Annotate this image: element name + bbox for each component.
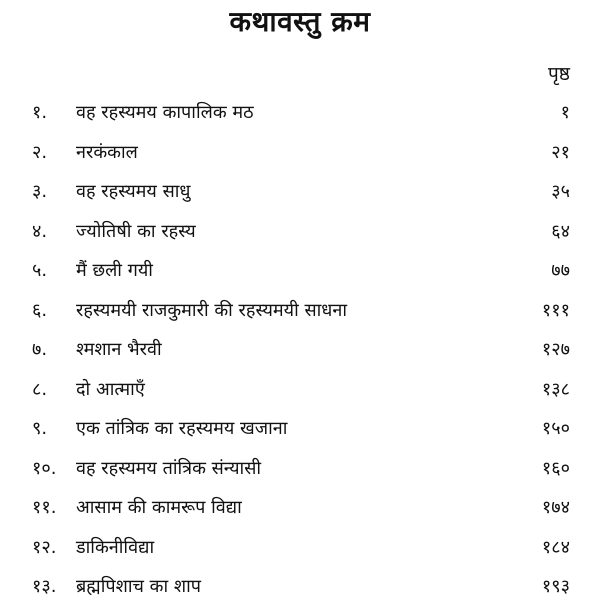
- toc-entry: [32, 98, 570, 138]
- chapter-page: १५०: [541, 418, 570, 439]
- chapter-title: रहस्यमयी राजकुमारी की रहस्यमयी साधना: [76, 299, 348, 321]
- chapter-number: ११.: [32, 497, 57, 518]
- chapter-number: २.: [32, 141, 48, 163]
- toc-entry: [32, 414, 570, 454]
- chapter-number: १२.: [32, 536, 57, 558]
- chapter-number: ५.: [32, 260, 48, 281]
- chapter-page: १८४: [541, 536, 570, 558]
- chapter-title: दो आत्माएँ: [76, 378, 145, 400]
- toc-entry: [32, 256, 570, 296]
- chapter-title: वह रहस्यमय कापालिक मठ: [76, 102, 254, 123]
- toc-entry: [32, 493, 570, 533]
- chapter-number: ९.: [32, 418, 48, 439]
- chapter-title: ज्योतिषी का रहस्य: [76, 220, 196, 242]
- toc-entry: [32, 454, 570, 494]
- chapter-page: १३८: [541, 378, 570, 400]
- page-title: कथावस्तु क्रम: [229, 5, 371, 38]
- toc-entry: [32, 572, 570, 612]
- toc-entry: [32, 335, 570, 375]
- toc-entry: [32, 296, 570, 336]
- chapter-number: ६.: [32, 299, 48, 321]
- chapter-page: १६०: [541, 457, 570, 479]
- chapter-number: १.: [32, 102, 48, 123]
- chapter-page: १७४: [541, 497, 570, 518]
- chapter-number: १०.: [32, 457, 57, 479]
- chapter-number: ४.: [32, 220, 48, 242]
- toc-entry: [32, 138, 570, 178]
- toc-entry: [32, 177, 570, 217]
- chapter-title: नरकंकाल: [76, 141, 138, 163]
- chapter-title: एक तांत्रिक का रहस्यमय खजाना: [76, 418, 288, 439]
- chapter-page: ६४: [551, 220, 570, 242]
- chapter-title: डाकिनीविद्या: [76, 536, 155, 558]
- toc-entry: [32, 375, 570, 415]
- chapter-page: १: [560, 102, 570, 123]
- chapter-title: आसाम की कामरूप विद्या: [76, 497, 242, 518]
- chapter-title: मैं छली गयी: [76, 260, 153, 281]
- chapter-page: १११: [541, 299, 570, 321]
- table-of-contents: [32, 98, 570, 612]
- toc-entry: [32, 217, 570, 257]
- chapter-page: ३५: [551, 181, 570, 202]
- chapter-title: श्मशान भैरवी: [76, 339, 162, 360]
- chapter-title: ब्रह्मपिशाच का शाप: [76, 576, 201, 597]
- chapter-number: ७.: [32, 339, 48, 360]
- chapter-number: ३.: [32, 181, 48, 202]
- chapter-title: वह रहस्यमय साधु: [76, 181, 191, 202]
- chapter-page: १२७: [541, 339, 570, 360]
- chapter-number: ८.: [32, 378, 48, 400]
- page-column-header: पृष्ठ: [548, 63, 570, 85]
- chapter-number: १३.: [32, 576, 57, 597]
- toc-entry: [32, 533, 570, 573]
- chapter-page: १९३: [541, 576, 570, 597]
- chapter-page: ७७: [551, 260, 570, 281]
- chapter-title: वह रहस्यमय तांत्रिक संन्यासी: [76, 457, 262, 479]
- chapter-page: २१: [551, 141, 570, 163]
